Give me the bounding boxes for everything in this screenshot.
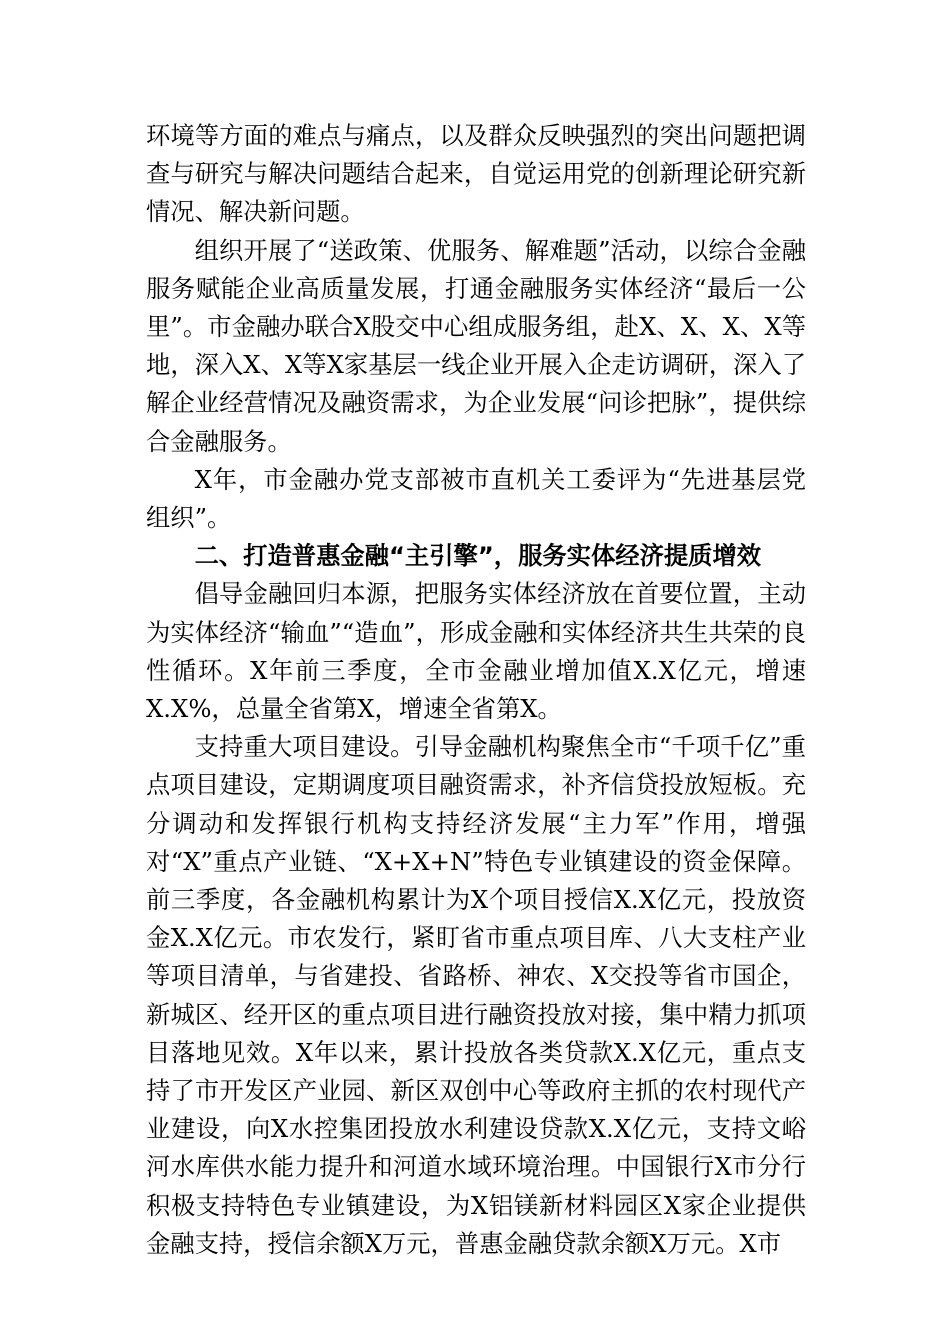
document-page: [146, 117, 806, 1263]
paragraph-inclusive-finance: 倡导金融回归本源，把服务实体经济放在首要位置，主动为实体经济“输血”“造血”，形成金融和实体经济共生共荣的良性循环。X年前三季度，全市金融业增加值X.X亿元，增速X.X%，总量全省第X，增速全省第X。: [146, 579, 806, 724]
section-heading: 二、打造普惠金融“主引擎”，服务实体经济提质增效: [194, 541, 762, 571]
paragraph-problem-solving: 环境等方面的难点与痛点，以及群众反映强烈的突出问题把调查与研究与解决问题结合起来，自觉运用党的创新理论研究新情况、解决新问题。: [146, 121, 806, 227]
paragraph-service-activity: 组织开展了“送政策、优服务、解难题”活动，以综合金融服务赋能企业高质量发展，打通金融服务实体经济“最后一公里”。市金融办联合X股交中心组成服务组，赴X、X、X、X等地，深入X、X等X家基层一线企业开展入企走访调研，深入了解企业经营情况及融资需求，为企业发展“问诊把脉”，提供综合金融服务。: [146, 235, 806, 456]
paragraph-major-projects: 支持重大项目建设。引导金融机构聚焦全市“千项千亿”重点项目建设，定期调度项目融资需求，补齐信贷投放短板。充分调动和发挥银行机构支持经济发展“主力军”作用，增强对“X”重点产业链、“X+X+N”特色专业镇建设的资金保障。前三季度，各金融机构累计为X个项目授信X.X亿元，投放资金X.X亿元。市农发行，紧盯省市重点项目库、八大支柱产业等项目清单，与省建投、省路桥、神农、X交投等省市国企，新城区、经开区的重点项目进行融资投放对接，集中精力抓项目落地见效。X年以来，累计投放各类贷款X.X亿元，重点支持了市开发区产业园、新区双创中心等政府主抓的农村现代产业建设，向X水控集团投放水利建设贷款X.X亿元，支持文峪河水库供水能力提升和河道水域环境治理。中国银行X市分行积极支持特色专业镇建设，为X铝镁新材料园区X家企业提供金融支持，授信余额X万元，普惠金融贷款余额X万元。X市: [146, 732, 806, 1258]
paragraph-award: X年，市金融办党支部被市直机关工委评为“先进基层党组织”。: [146, 464, 806, 533]
